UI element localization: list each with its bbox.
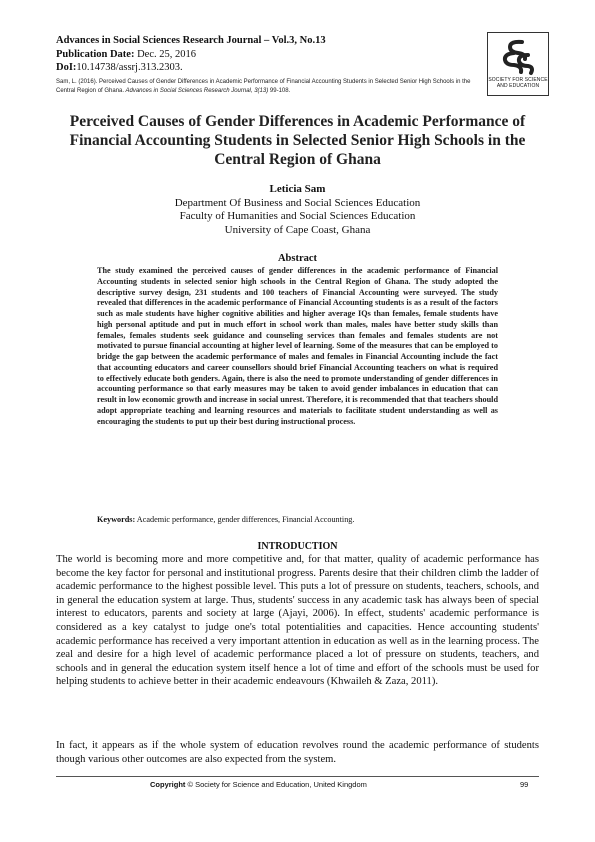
doi-label: DoI: (56, 62, 77, 73)
introduction-heading: INTRODUCTION (257, 541, 338, 552)
keywords-text: Academic performance, gender differences, Financial Accounting. (135, 515, 355, 524)
introduction-paragraph-1: The world is becoming more and more competitive and, for that matter, quality of academic performance has become the key factor for personal and institutional progress. Parents desire that their children climb the ladder of academic performance to the highest possible level. This puts a lot of pressure on students, teachers, schools, and in general the education system at large. Thus, students' success in any academic task has always been of special interest to educators, parents and society at large (Ajayi, 2006). In effect, students' academic performance is considered as a key catalyst to judge one's total potentialities and capacities. Hence accounting students' academic performance has received a very important attention in education as well as in the learning process. The zeal and desire for a high level of academic performance placed a lot of pressure on students, teachers, and schools and in general the education system itself hence a lot of time and effort of the schools must be used for helping students to achieve better in their academic endeavours (Khwaileh & Zaza, 2011). (56, 554, 539, 688)
publication-date (56, 48, 476, 62)
introduction-paragraph-2: In fact, it appears as if the whole system of education revolves round the academic performance of students though various other outcomes are also expected from the system. (56, 740, 539, 765)
copyright-text: © Society for Science and Education, United Kingdom (185, 780, 367, 789)
journal-name: Advances in Social Sciences Research Journal – Vol.3, No.13 (56, 35, 326, 46)
page-number: 99 (520, 780, 529, 789)
author-block (60, 183, 535, 237)
footer-rule (56, 776, 539, 777)
abstract-text: The study examined the perceived causes of gender differences in the academic performance of Financial Accounting students in selected senior high schools in the Central Region of Ghana. The study adopted the descriptive survey design, 231 students and 100 teachers of Financial Accounting were surveyed. The study revealed that differences in the academic performance of Financial Accounting students is as a result of the factors such as male students have higher cognitive abilities and higher average IQs than females, female students have high personal aptitude and put in much effort in school work than males, males have better study skills than females, females students seek guidance and counseling services than females and females students are not motivated to pursue financial accounting at higher level of learning. Some of the measures that can be employed to bridge the gap between the academic performance of males and females in Financial Accounting include the fact that accounting educators and career counsellors should brief Financial Accounting teachers on what is required to effectively educate both genders. Again, there is also the need to promote understanding of gender differences in accounting performance so that early measures may be taken to avoid gender imbalances in education that can result in low economic growth and increase in social unrest. Therefore, it is recommended that that teachers should adopt appropriate teaching and learning resources and materials to facilitate student understanding as well as encouraging the students to put up their best during instructional process. (97, 266, 498, 426)
publication-date-value: Dec. 25, 2016 (134, 48, 196, 60)
author-department: Department Of Business and Social Sciences Education (174, 196, 421, 209)
citation-journal: Advances in Social Sciences Research Journal, 3(13) (124, 88, 269, 94)
logo-text-line1: SOCIETY FOR SCIENCE (488, 77, 548, 83)
logo-text (488, 78, 548, 89)
citation-pages: 99-108. (268, 88, 291, 94)
citation (56, 78, 486, 96)
society-logo (487, 32, 549, 96)
keywords (97, 515, 498, 524)
doi (56, 61, 476, 75)
author-name: Leticia Sam (269, 183, 326, 195)
journal-header (56, 34, 476, 75)
logo-text-line2: AND EDUCATION (496, 82, 540, 89)
footer-copyright (150, 780, 450, 789)
sse-emblem-icon (498, 37, 538, 77)
author-faculty: Faculty of Humanities and Social Sciences Education (179, 210, 416, 222)
keywords-label: Keywords: (97, 515, 136, 524)
doi-value: 10.14738/assrj.313.2303. (76, 62, 183, 73)
citation-main: Sam, L. (2016). Perceived Causes of Gender Differences in Academic Performance of Financial Accounting Students in Selected Senior High Schools in the Central Region of Ghana. (56, 79, 471, 94)
copyright-label: Copyright (150, 780, 186, 789)
publication-date-label: Publication Date: (56, 48, 135, 60)
paper-title: Perceived Causes of Gender Differences in Academic Performance of Financial Accounting Students in Selected Senior High Schools in the Central Region of Ghana (69, 113, 526, 168)
abstract-heading: Abstract (277, 253, 318, 264)
author-university: University of Cape Coast, Ghana (224, 223, 371, 236)
